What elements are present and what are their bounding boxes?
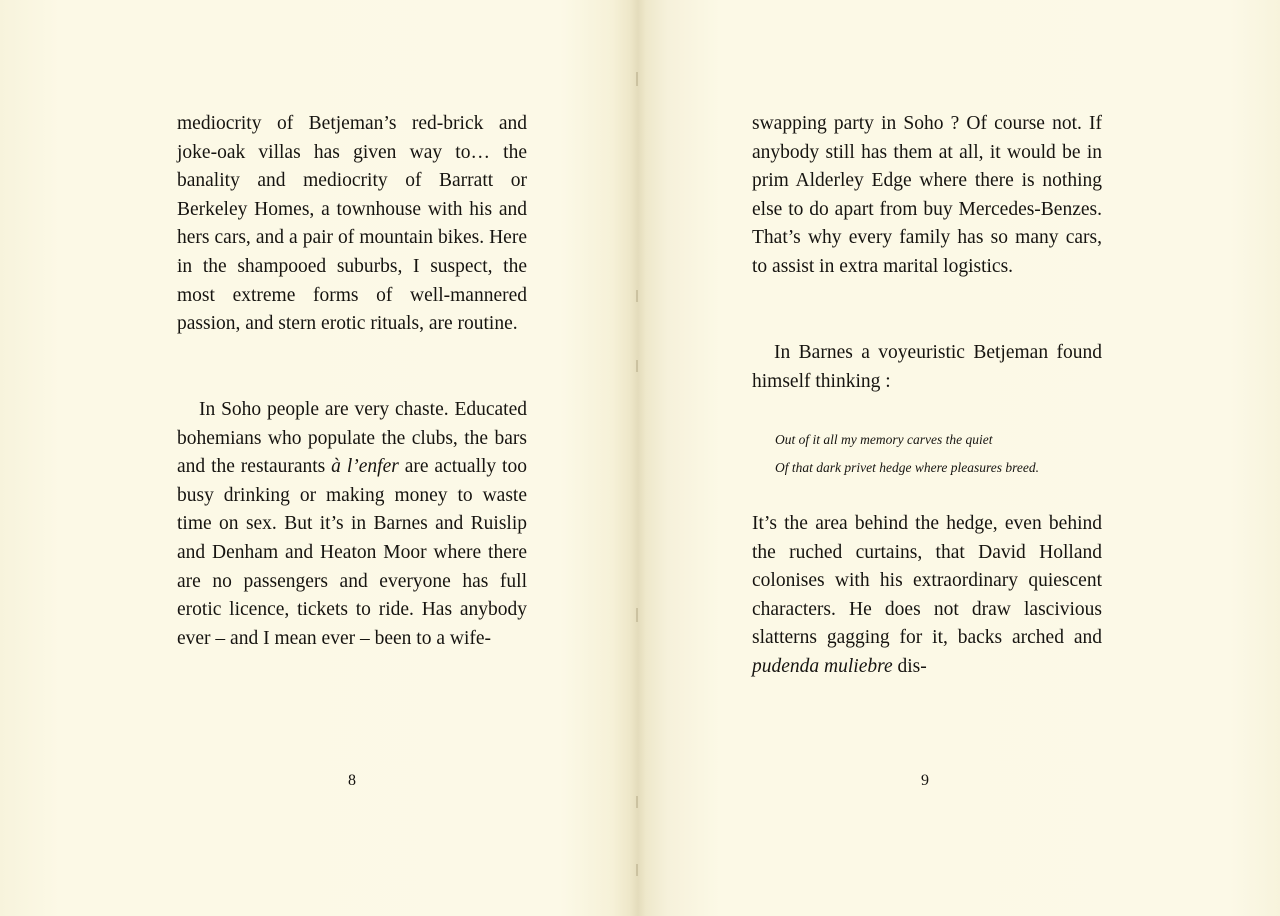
verse-quotation (775, 426, 1115, 482)
right-paragraph-3-text-b: dis- (892, 655, 927, 677)
right-paragraph-1: swapping party in Soho ? Of course not. If anybody still has them at all, it would be in prim Alderley Edge where there is nothing else to do apart from buy Mercedes-Benzes. That’s why every family has so many cars, to assist in extra marital logistics. (752, 113, 1102, 277)
right-paragraph-3 (752, 510, 1102, 682)
left-paragraph-2-text-b: are actually too busy drinking or making money to waste time on sex. But it’s in Barnes and Ruislip and Denham and Heaton Moor where there are no passengers and everyone has full erotic licence, tickets to ride. Has anybody ever – and I mean ever – been to a wife- (177, 456, 527, 649)
verse-line-1: Out of it all my memory carves the quiet (775, 432, 993, 447)
page-number-right: 9 (921, 772, 929, 789)
right-paragraph-3-text-a: It’s the area behind the hedge, even behind the ruched curtains, that David Holland colonises with his extraordinary quiescent characters. He does not draw lascivious slatterns gagging for it, backs arched and (752, 513, 1102, 649)
page-number-left: 8 (348, 772, 356, 789)
left-paragraph-2-italic: à l’enfer (331, 456, 399, 478)
right-paragraph-2: In Barnes a voyeuristic Betjeman found himself thinking : (752, 342, 1102, 392)
left-paragraph-2 (177, 396, 527, 653)
right-paragraph-3-italic: pudenda muliebre (752, 655, 893, 677)
left-paragraph-2-text-a: In Soho people are very chaste. Educated bohemians who populate the clubs, the bars and the restaurants (177, 399, 527, 478)
right-page (640, 0, 1280, 916)
verse-line-2: Of that dark privet hedge where pleasures breed. (775, 460, 1039, 475)
left-paragraph-1: mediocrity of Betjeman’s red-brick and joke-oak villas has given way to… the banality and mediocrity of Barratt or Berkeley Homes, a townhouse with his and hers cars, and a pair of mountain bikes. Here in the shampooed suburbs, I suspect, the most extreme forms of well-mannered passion, and stern erotic rituals, are routine. (177, 113, 527, 335)
